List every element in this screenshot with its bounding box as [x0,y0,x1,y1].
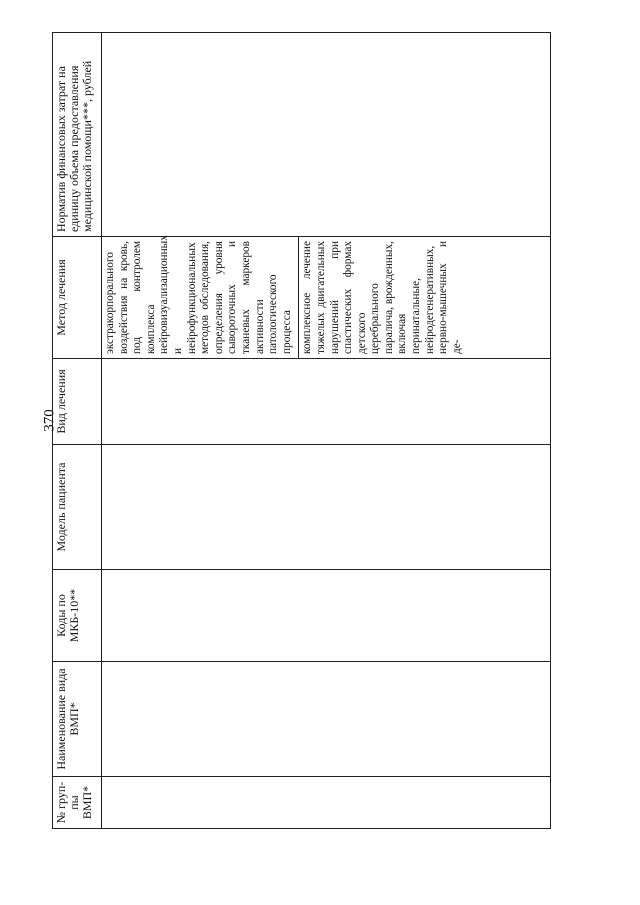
header-treatment-type: Вид лечения [53,359,102,445]
page-number: 370 [41,409,58,432]
header-treatment-method: Метод лечения [53,237,102,359]
cell-method: комплексное лечение тяжелых двигательных нарушений при спастических формах детского церебрального паралича, врожденных, включая перинатальные, нейродегенеративных, нервно-мышечных и де- [299,237,551,359]
cell-cost [102,33,551,237]
cell-group-number [102,777,551,829]
cell-vmp-name [102,662,551,777]
header-icd-codes: Коды по МКБ-10** [53,570,102,662]
cell-method: экстракорпорального воздействия на кровь, под контролем комплекса нейровизуализационных и нейрофункциональных методов обследования, определения уровня сывороточных и тканевых маркеров активности патологического процесса [102,237,299,359]
header-patient-model: Модель пациента [53,445,102,570]
cell-treatment-type [102,359,551,445]
table-row [102,33,299,829]
header-cost-standard: Норматив финансовых затрат на единицу объема предоставления медицинской помощи***, рублей [53,33,102,237]
header-row [53,33,102,829]
cell-icd-codes [102,570,551,662]
header-vmp-name: Наименование вида ВМП* [53,662,102,777]
vmp-table [52,32,551,829]
cell-patient-model [102,445,551,570]
header-group-number: № груп-пы ВМП* [53,777,102,829]
rotated-table-container [52,33,551,829]
